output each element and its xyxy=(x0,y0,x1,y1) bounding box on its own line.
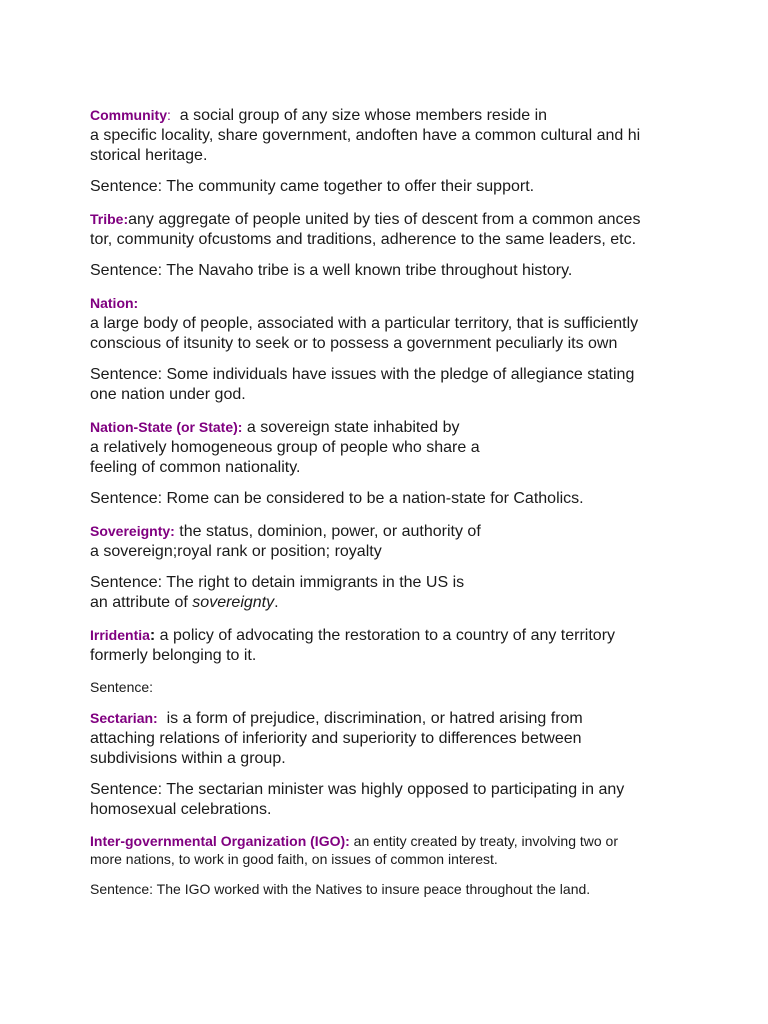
definition-line: the status, dominion, power, or authority of xyxy=(174,523,481,540)
sentence-prefix: an attribute of xyxy=(90,594,193,611)
definition-line: a sovereign;royal rank or position; royalty xyxy=(90,543,382,560)
term-sectarian: Sectarian: xyxy=(90,710,158,726)
term-sovereignty: Sovereignty: xyxy=(90,523,175,539)
definition-line: more nations, to work in good faith, on issues of common interest. xyxy=(90,851,498,867)
definition-line: any aggregate of people united by ties of descent from a common ances xyxy=(128,211,641,228)
term-community: Community xyxy=(90,107,167,123)
definition-line: an entity created by treaty, involving two or xyxy=(349,833,619,849)
term-irridentia: Irridentia xyxy=(90,627,150,643)
definition-line: a large body of people, associated with a particular territory, that is sufficiently xyxy=(90,315,639,332)
sentence-line: Sentence: The right to detain immigrants in the US is xyxy=(90,574,465,591)
definition-line: a specific locality, share government, andoften have a common cultural and hi xyxy=(90,127,641,144)
definition-line: feeling of common nationality. xyxy=(90,459,301,476)
definition-line: a relatively homogeneous group of people who share a xyxy=(90,439,480,456)
entry-tribe xyxy=(90,209,690,250)
definition-line: attaching relations of inferiority and superiority to differences between xyxy=(90,730,582,747)
definition-line: a policy of advocating the restoration to a country of any territory xyxy=(155,627,616,644)
term-tribe: Tribe: xyxy=(90,211,129,227)
entry-igo xyxy=(90,832,690,868)
sentence-sectarian xyxy=(90,780,690,820)
sentence-irridentia: Sentence: xyxy=(90,679,154,695)
entry-community xyxy=(90,105,690,166)
sentence-tribe: Sentence: The Navaho tribe is a well known tribe throughout history. xyxy=(90,262,573,279)
sentence-igo: Sentence: The IGO worked with the Natives to insure peace throughout the land. xyxy=(90,881,591,897)
term-igo: Inter-governmental Organization (IGO): xyxy=(90,833,350,849)
definition-line: storical heritage. xyxy=(90,147,208,164)
entry-irridentia xyxy=(90,625,690,666)
sentence-sovereignty xyxy=(90,573,690,613)
definition-line: tor, community ofcustoms and traditions, adherence to the same leaders, etc. xyxy=(90,231,637,248)
sentence-italic-word: sovereignty xyxy=(192,594,275,611)
definition-line: a sovereign state inhabited by xyxy=(242,419,460,436)
entry-nation xyxy=(90,293,690,354)
term-nation: Nation: xyxy=(90,295,139,311)
definition-line: subdivisions within a group. xyxy=(90,750,286,767)
sentence-line: Sentence: The sectarian minister was highly opposed to participating in any xyxy=(90,781,625,798)
sentence-nation xyxy=(90,365,690,405)
sentence-line: one nation under god. xyxy=(90,386,246,403)
glossary-document xyxy=(90,105,690,898)
entry-sovereignty xyxy=(90,521,690,562)
definition-line: formerly belonging to it. xyxy=(90,647,257,664)
term-nation-state: Nation-State (or State): xyxy=(90,419,243,435)
sentence-line: homosexual celebrations. xyxy=(90,801,272,818)
entry-sectarian xyxy=(90,708,690,769)
definition-line: is a form of prejudice, discrimination, or hatred arising from xyxy=(157,710,583,727)
definition-line: conscious of itsunity to seek or to possess a government peculiarly its own xyxy=(90,335,618,352)
term-colon: : xyxy=(149,627,156,644)
sentence-community: Sentence: The community came together to offer their support. xyxy=(90,178,535,195)
term-colon: : xyxy=(167,107,171,123)
definition-line: a social group of any size whose members reside in xyxy=(170,107,548,124)
entry-nation-state xyxy=(90,417,690,478)
sentence-nation-state: Sentence: Rome can be considered to be a nation-state for Catholics. xyxy=(90,490,584,507)
sentence-suffix: . xyxy=(274,594,279,611)
sentence-line: Sentence: Some individuals have issues with the pledge of allegiance stating xyxy=(90,366,635,383)
